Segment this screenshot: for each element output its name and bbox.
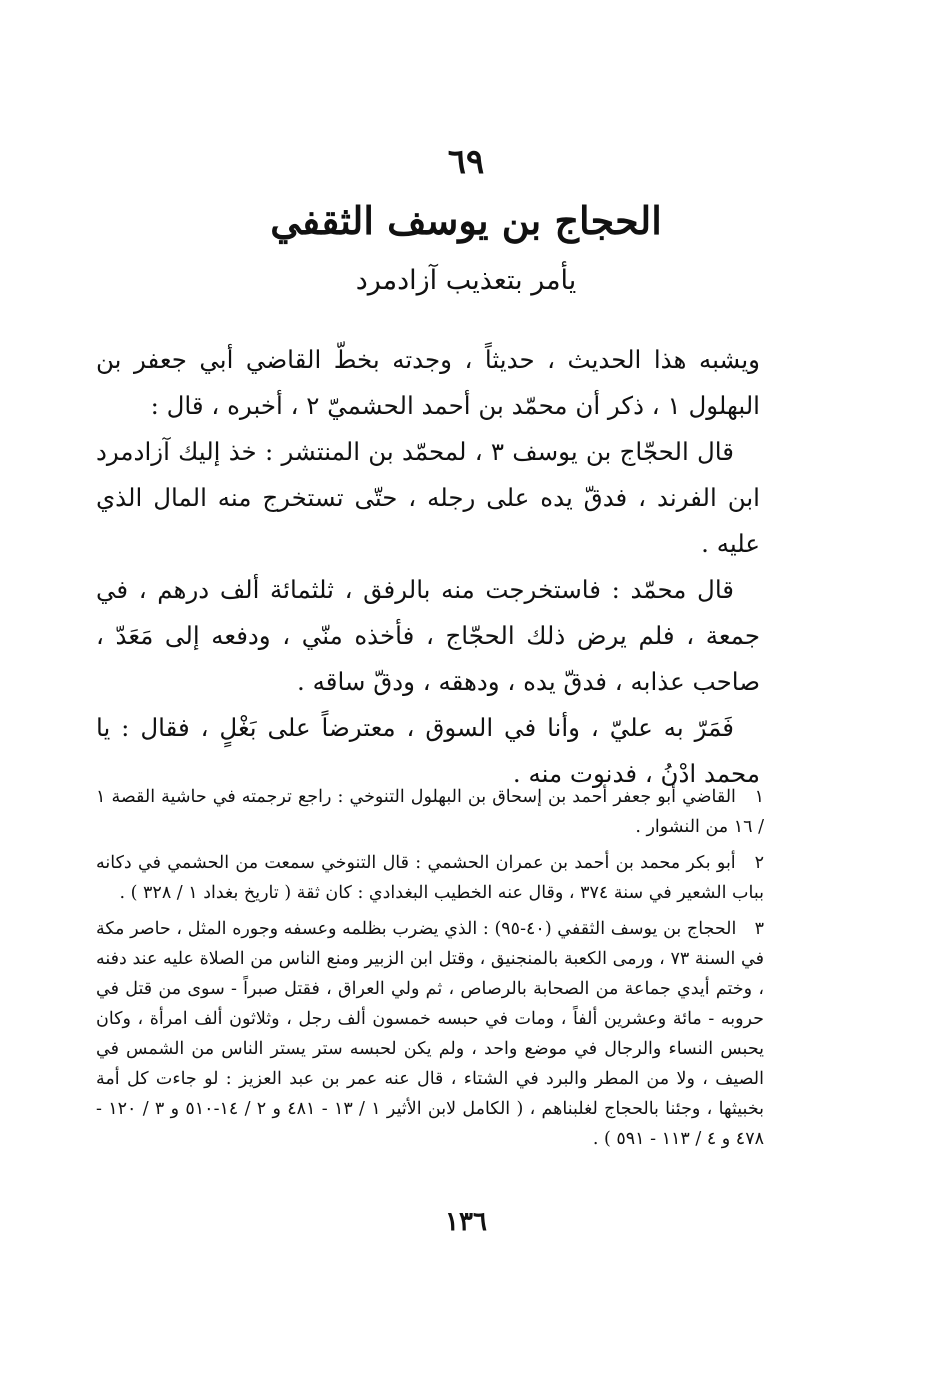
body-paragraph-4: فَمَرّ به عليّ ، وأنا في السوق ، معترضاً على بَغْلٍ ، فقال : يا محمد ادْنُ ، فدنوت منه .	[96, 713, 760, 788]
footnote-number: ٣	[754, 919, 764, 939]
body-paragraph-1: ويشبه هذا الحديث ، حديثاً ، وجدته بخطّ القاضي أبي جعفر بن البهلول ١ ، ذكر أن محمّد بن أحمد الحشميّ ٢ ، أخبره ، قال :	[96, 345, 760, 420]
footnote-number: ٢	[754, 853, 764, 873]
footnote-number: ١	[754, 787, 764, 807]
footnote-text: القاضي أبو جعفر أحمد بن إسحاق بن البهلول التنوخي : راجع ترجمته في حاشية القصة ١ / ١٦ من النشوار .	[96, 787, 764, 837]
story-body	[96, 337, 760, 797]
body-paragraph-2: قال الحجّاج بن يوسف ٣ ، لمحمّد بن المنتشر : خذ إليك آزادمرد ابن الفرند ، فدقّ يده على رجله ، حتّى تستخرج منه المال الذي عليه .	[96, 437, 760, 558]
story-subtitle: يأمر بتعذيب آزادمرد	[355, 265, 577, 296]
footnotes	[96, 782, 764, 1160]
footnote-3	[96, 914, 764, 1154]
body-paragraph-3: قال محمّد : فاستخرجت منه بالرفق ، ثلثمائة ألف درهم ، في جمعة ، فلم يرض ذلك الحجّاج ، فأخذه منّي ، ودفعه إلى مَعَدّ ، صاحب عذابه ، فدقّ يده ، ودهقه ، ودقّ ساقه .	[96, 575, 760, 696]
footnote-text: أبو بكر محمد بن أحمد بن عمران الحشمي : قال التنوخي سمعت من الحشمي في دكانه بباب الشعير في سنة ٣٧٤ ، وقال عنه الخطيب البغدادي : كان ثقة ( تاريخ بغداد ١ / ٣٢٨ ) .	[96, 853, 764, 903]
footnote-2	[96, 848, 764, 908]
footnote-1	[96, 782, 764, 842]
footnote-text: الحجاج بن يوسف الثقفي (٤٠-٩٥) : الذي يضرب بظلمه وعسفه وجوره المثل ، حاصر مكة في السنة ٧٣ ، ورمى الكعبة بالمنجنيق ، وقتل ابن الزبير ومنع الناس من الصلاة عليه عند دفنه ، وختم أيدي جماعة من الصحابة بالرصاص ، ثم ولي العراق ، فقتل صبراً - سوى من قتل في حروبه - مائة وعشرين ألفاً ، ومات في حبسه خمسون ألف رجل ، وثلاثون ألف امرأة ، وكان يحبس النساء والرجال في موضع واحد ، ولم يكن لحبسه ستر يستر الناس من الشمس في الصيف ، ولا من المطر والبرد في الشتاء ، قال عنه عمر بن عبد العزيز : لو جاءت كل أمة بخبيثها ، وجئنا بالحجاج لغلبناهم ، ( الكامل لابن الأثير ١ / ١٣ - ٤٨١ و ٢ / ١٤-٥١٠ و ٣ / ١٢٠ - ٤٧٨ و ٤ / ١١٣ - ٥٩١ ) .	[96, 919, 764, 1149]
story-number: ٦٩	[447, 142, 485, 182]
page-number: ١٣٦	[445, 1207, 487, 1237]
story-title: الحجاج بن يوسف الثقفي	[270, 198, 662, 243]
